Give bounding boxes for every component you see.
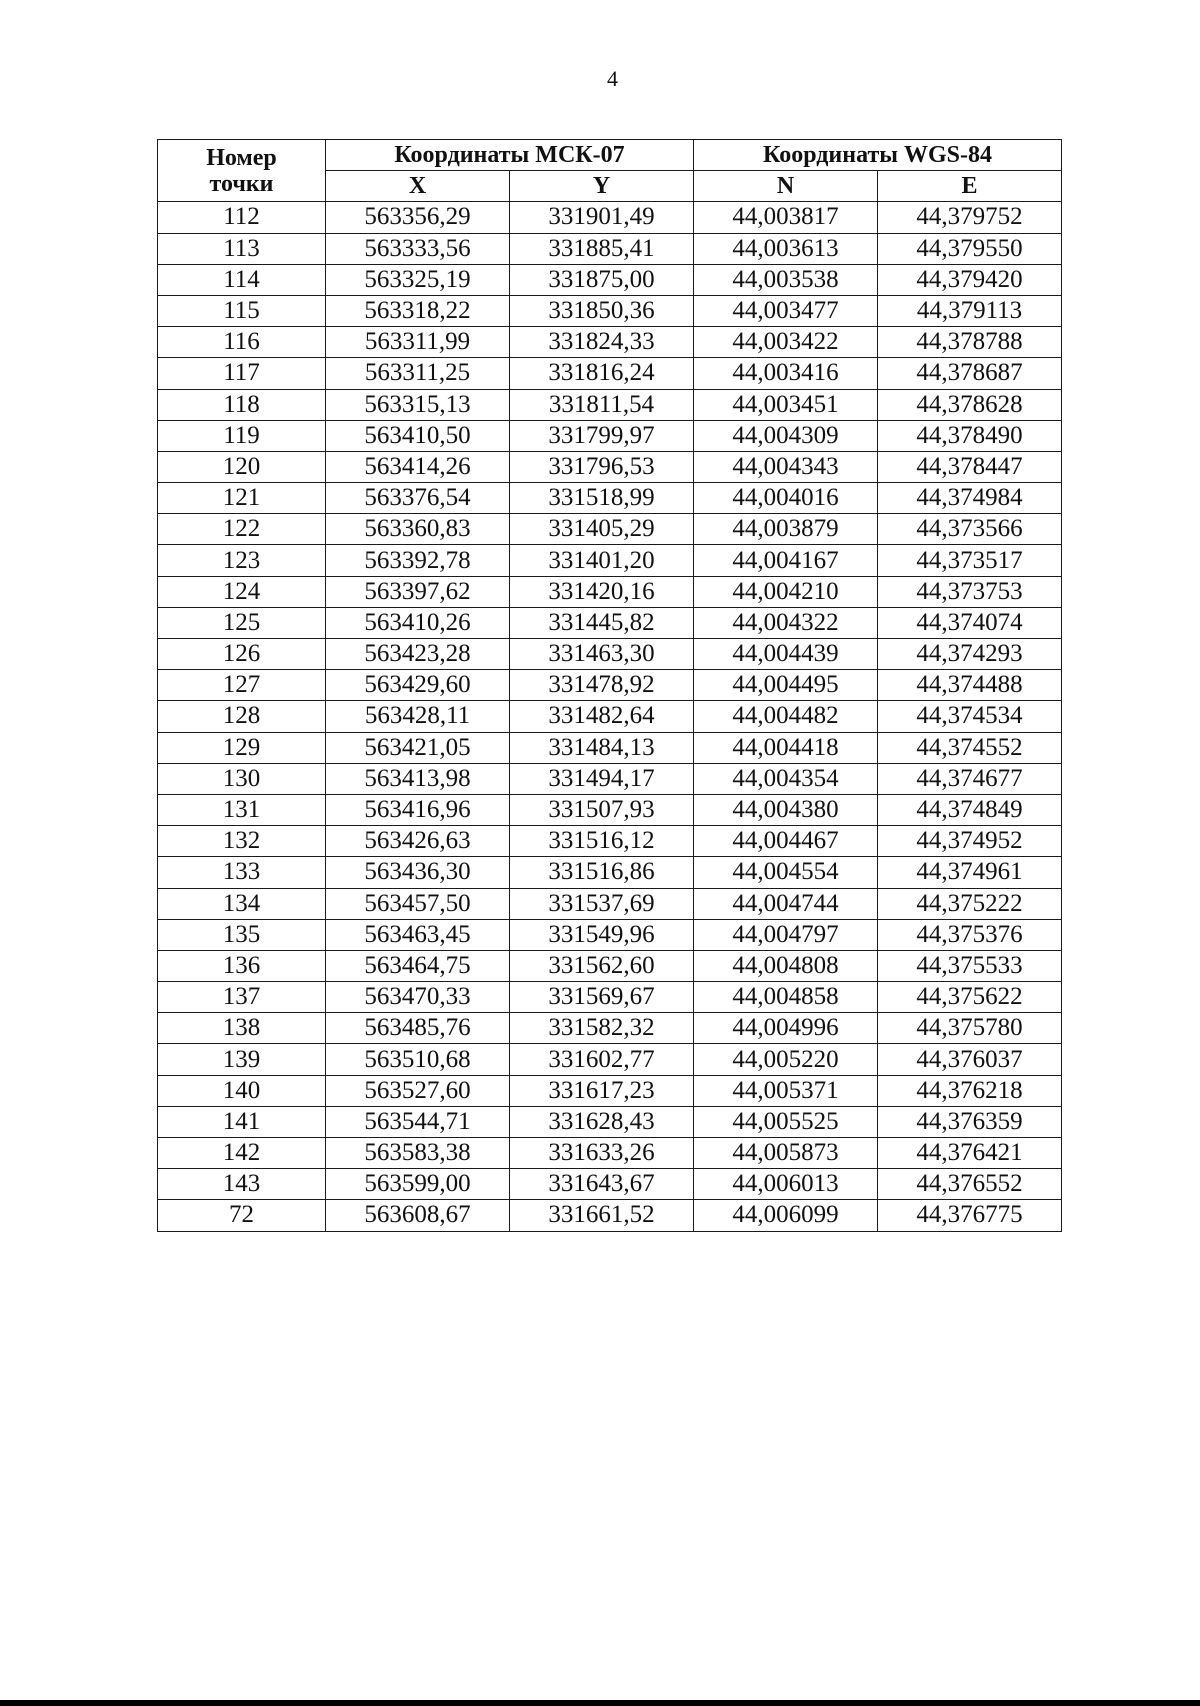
point-number-cell: 131 xyxy=(158,794,326,825)
e-cell: 44,374074 xyxy=(878,607,1062,638)
y-cell: 331582,32 xyxy=(510,1013,694,1044)
e-cell: 44,373517 xyxy=(878,545,1062,576)
x-column-header: X xyxy=(326,171,510,202)
table-row xyxy=(158,1200,1062,1231)
e-cell: 44,373566 xyxy=(878,514,1062,545)
y-cell: 331816,24 xyxy=(510,358,694,389)
x-cell: 563318,22 xyxy=(326,295,510,326)
x-cell: 563410,26 xyxy=(326,607,510,638)
table-row xyxy=(158,545,1062,576)
e-cell: 44,374552 xyxy=(878,732,1062,763)
y-cell: 331463,30 xyxy=(510,639,694,670)
e-cell: 44,375376 xyxy=(878,919,1062,950)
e-cell: 44,374849 xyxy=(878,794,1062,825)
e-cell: 44,374534 xyxy=(878,701,1062,732)
table-row xyxy=(158,1169,1062,1200)
x-cell: 563429,60 xyxy=(326,670,510,701)
y-cell: 331875,00 xyxy=(510,264,694,295)
table-header xyxy=(158,140,1062,202)
point-number-cell: 114 xyxy=(158,264,326,295)
n-cell: 44,004996 xyxy=(694,1013,878,1044)
n-cell: 44,004418 xyxy=(694,732,878,763)
table-row xyxy=(158,1075,1062,1106)
table-row xyxy=(158,514,1062,545)
e-cell: 44,374293 xyxy=(878,639,1062,670)
n-cell: 44,006013 xyxy=(694,1169,878,1200)
point-number-cell: 135 xyxy=(158,919,326,950)
e-cell: 44,374488 xyxy=(878,670,1062,701)
point-number-cell: 116 xyxy=(158,327,326,358)
e-cell: 44,374984 xyxy=(878,483,1062,514)
n-cell: 44,004858 xyxy=(694,982,878,1013)
table-row xyxy=(158,826,1062,857)
x-cell: 563527,60 xyxy=(326,1075,510,1106)
y-cell: 331494,17 xyxy=(510,763,694,794)
point-number-cell: 128 xyxy=(158,701,326,732)
point-number-cell: 138 xyxy=(158,1013,326,1044)
point-number-cell: 119 xyxy=(158,420,326,451)
x-cell: 563392,78 xyxy=(326,545,510,576)
e-cell: 44,378788 xyxy=(878,327,1062,358)
y-cell: 331516,86 xyxy=(510,857,694,888)
table-row xyxy=(158,1138,1062,1169)
table-row xyxy=(158,233,1062,264)
n-cell: 44,005525 xyxy=(694,1106,878,1137)
e-cell: 44,375533 xyxy=(878,950,1062,981)
table-row xyxy=(158,420,1062,451)
e-column-header: E xyxy=(878,171,1062,202)
n-cell: 44,004210 xyxy=(694,576,878,607)
n-column-header: N xyxy=(694,171,878,202)
table-row xyxy=(158,763,1062,794)
n-cell: 44,004354 xyxy=(694,763,878,794)
msk07-group-header: Координаты МСК-07 xyxy=(326,140,694,171)
e-cell: 44,379113 xyxy=(878,295,1062,326)
point-number-cell: 140 xyxy=(158,1075,326,1106)
y-cell: 331602,77 xyxy=(510,1044,694,1075)
x-cell: 563360,83 xyxy=(326,514,510,545)
point-number-cell: 118 xyxy=(158,389,326,420)
point-number-cell: 137 xyxy=(158,982,326,1013)
point-number-cell: 120 xyxy=(158,451,326,482)
y-cell: 331824,33 xyxy=(510,327,694,358)
table-row xyxy=(158,732,1062,763)
y-cell: 331643,67 xyxy=(510,1169,694,1200)
table-body xyxy=(158,202,1062,1231)
x-cell: 563426,63 xyxy=(326,826,510,857)
e-cell: 44,379752 xyxy=(878,202,1062,233)
e-cell: 44,374952 xyxy=(878,826,1062,857)
table-row xyxy=(158,483,1062,514)
x-cell: 563311,99 xyxy=(326,327,510,358)
point-number-cell: 72 xyxy=(158,1200,326,1231)
point-number-cell: 115 xyxy=(158,295,326,326)
y-cell: 331633,26 xyxy=(510,1138,694,1169)
e-cell: 44,378447 xyxy=(878,451,1062,482)
table-row xyxy=(158,794,1062,825)
y-cell: 331562,60 xyxy=(510,950,694,981)
n-cell: 44,003817 xyxy=(694,202,878,233)
table-row xyxy=(158,670,1062,701)
x-cell: 563397,62 xyxy=(326,576,510,607)
y-cell: 331420,16 xyxy=(510,576,694,607)
n-cell: 44,003613 xyxy=(694,233,878,264)
x-cell: 563583,38 xyxy=(326,1138,510,1169)
n-cell: 44,005873 xyxy=(694,1138,878,1169)
table-row xyxy=(158,950,1062,981)
y-column-header: Y xyxy=(510,171,694,202)
x-cell: 563325,19 xyxy=(326,264,510,295)
point-number-cell: 123 xyxy=(158,545,326,576)
point-number-cell: 134 xyxy=(158,888,326,919)
n-cell: 44,004495 xyxy=(694,670,878,701)
x-cell: 563463,45 xyxy=(326,919,510,950)
point-number-cell: 129 xyxy=(158,732,326,763)
n-cell: 44,004797 xyxy=(694,919,878,950)
y-cell: 331799,97 xyxy=(510,420,694,451)
point-number-cell: 141 xyxy=(158,1106,326,1137)
table-row xyxy=(158,701,1062,732)
x-cell: 563608,67 xyxy=(326,1200,510,1231)
x-cell: 563436,30 xyxy=(326,857,510,888)
x-cell: 563356,29 xyxy=(326,202,510,233)
y-cell: 331482,64 xyxy=(510,701,694,732)
e-cell: 44,376037 xyxy=(878,1044,1062,1075)
y-cell: 331445,82 xyxy=(510,607,694,638)
table-row xyxy=(158,295,1062,326)
x-cell: 563421,05 xyxy=(326,732,510,763)
table-row xyxy=(158,389,1062,420)
e-cell: 44,373753 xyxy=(878,576,1062,607)
x-cell: 563470,33 xyxy=(326,982,510,1013)
point-number-cell: 125 xyxy=(158,607,326,638)
point-number-cell: 133 xyxy=(158,857,326,888)
n-cell: 44,003538 xyxy=(694,264,878,295)
table-row xyxy=(158,451,1062,482)
x-cell: 563457,50 xyxy=(326,888,510,919)
table-row xyxy=(158,888,1062,919)
y-cell: 331617,23 xyxy=(510,1075,694,1106)
x-cell: 563544,71 xyxy=(326,1106,510,1137)
y-cell: 331507,93 xyxy=(510,794,694,825)
n-cell: 44,004467 xyxy=(694,826,878,857)
y-cell: 331811,54 xyxy=(510,389,694,420)
e-cell: 44,378490 xyxy=(878,420,1062,451)
point-number-cell: 139 xyxy=(158,1044,326,1075)
y-cell: 331549,96 xyxy=(510,919,694,950)
table-row xyxy=(158,576,1062,607)
e-cell: 44,375622 xyxy=(878,982,1062,1013)
y-cell: 331661,52 xyxy=(510,1200,694,1231)
n-cell: 44,004744 xyxy=(694,888,878,919)
y-cell: 331516,12 xyxy=(510,826,694,857)
n-cell: 44,005371 xyxy=(694,1075,878,1106)
n-cell: 44,004554 xyxy=(694,857,878,888)
n-cell: 44,004380 xyxy=(694,794,878,825)
n-cell: 44,004167 xyxy=(694,545,878,576)
e-cell: 44,376775 xyxy=(878,1200,1062,1231)
point-number-cell: 127 xyxy=(158,670,326,701)
point-header-line1: Номер xyxy=(206,144,277,171)
header-row-groups xyxy=(158,140,1062,171)
table-row xyxy=(158,327,1062,358)
point-header-line2: точки xyxy=(209,170,274,197)
y-cell: 331885,41 xyxy=(510,233,694,264)
x-cell: 563423,28 xyxy=(326,639,510,670)
n-cell: 44,003416 xyxy=(694,358,878,389)
e-cell: 44,379420 xyxy=(878,264,1062,295)
n-cell: 44,005220 xyxy=(694,1044,878,1075)
e-cell: 44,376552 xyxy=(878,1169,1062,1200)
page-number: 4 xyxy=(607,66,618,91)
x-cell: 563315,13 xyxy=(326,389,510,420)
wgs84-group-header: Координаты WGS-84 xyxy=(694,140,1062,171)
x-cell: 563416,96 xyxy=(326,794,510,825)
y-cell: 331850,36 xyxy=(510,295,694,326)
y-cell: 331901,49 xyxy=(510,202,694,233)
x-cell: 563485,76 xyxy=(326,1013,510,1044)
table-row xyxy=(158,358,1062,389)
n-cell: 44,003879 xyxy=(694,514,878,545)
table-row xyxy=(158,264,1062,295)
x-cell: 563376,54 xyxy=(326,483,510,514)
n-cell: 44,003451 xyxy=(694,389,878,420)
x-cell: 563414,26 xyxy=(326,451,510,482)
point-number-cell: 113 xyxy=(158,233,326,264)
x-cell: 563510,68 xyxy=(326,1044,510,1075)
e-cell: 44,375222 xyxy=(878,888,1062,919)
y-cell: 331478,92 xyxy=(510,670,694,701)
point-number-cell: 117 xyxy=(158,358,326,389)
e-cell: 44,374677 xyxy=(878,763,1062,794)
table-row xyxy=(158,919,1062,950)
n-cell: 44,004343 xyxy=(694,451,878,482)
e-cell: 44,376218 xyxy=(878,1075,1062,1106)
point-number-cell: 142 xyxy=(158,1138,326,1169)
point-number-header xyxy=(158,140,326,202)
e-cell: 44,376421 xyxy=(878,1138,1062,1169)
n-cell: 44,004482 xyxy=(694,701,878,732)
n-cell: 44,006099 xyxy=(694,1200,878,1231)
n-cell: 44,004016 xyxy=(694,483,878,514)
y-cell: 331628,43 xyxy=(510,1106,694,1137)
y-cell: 331537,69 xyxy=(510,888,694,919)
x-cell: 563428,11 xyxy=(326,701,510,732)
x-cell: 563333,56 xyxy=(326,233,510,264)
x-cell: 563413,98 xyxy=(326,763,510,794)
table-row xyxy=(158,639,1062,670)
n-cell: 44,004439 xyxy=(694,639,878,670)
n-cell: 44,003477 xyxy=(694,295,878,326)
y-cell: 331569,67 xyxy=(510,982,694,1013)
n-cell: 44,004322 xyxy=(694,607,878,638)
y-cell: 331796,53 xyxy=(510,451,694,482)
y-cell: 331484,13 xyxy=(510,732,694,763)
e-cell: 44,379550 xyxy=(878,233,1062,264)
table-row xyxy=(158,202,1062,233)
table-row xyxy=(158,982,1062,1013)
x-cell: 563410,50 xyxy=(326,420,510,451)
coordinates-table xyxy=(157,139,1062,1232)
scan-bottom-edge xyxy=(0,1700,1200,1706)
point-number-cell: 122 xyxy=(158,514,326,545)
table-row xyxy=(158,1106,1062,1137)
point-number-cell: 136 xyxy=(158,950,326,981)
point-number-cell: 130 xyxy=(158,763,326,794)
n-cell: 44,003422 xyxy=(694,327,878,358)
n-cell: 44,004309 xyxy=(694,420,878,451)
x-cell: 563599,00 xyxy=(326,1169,510,1200)
point-number-cell: 143 xyxy=(158,1169,326,1200)
x-cell: 563311,25 xyxy=(326,358,510,389)
e-cell: 44,375780 xyxy=(878,1013,1062,1044)
point-number-cell: 132 xyxy=(158,826,326,857)
y-cell: 331518,99 xyxy=(510,483,694,514)
e-cell: 44,376359 xyxy=(878,1106,1062,1137)
point-number-cell: 121 xyxy=(158,483,326,514)
table-row xyxy=(158,857,1062,888)
e-cell: 44,378628 xyxy=(878,389,1062,420)
point-number-cell: 112 xyxy=(158,202,326,233)
point-number-cell: 126 xyxy=(158,639,326,670)
point-number-cell: 124 xyxy=(158,576,326,607)
e-cell: 44,374961 xyxy=(878,857,1062,888)
table-row xyxy=(158,607,1062,638)
y-cell: 331401,20 xyxy=(510,545,694,576)
x-cell: 563464,75 xyxy=(326,950,510,981)
table-row xyxy=(158,1044,1062,1075)
n-cell: 44,004808 xyxy=(694,950,878,981)
e-cell: 44,378687 xyxy=(878,358,1062,389)
y-cell: 331405,29 xyxy=(510,514,694,545)
table-row xyxy=(158,1013,1062,1044)
